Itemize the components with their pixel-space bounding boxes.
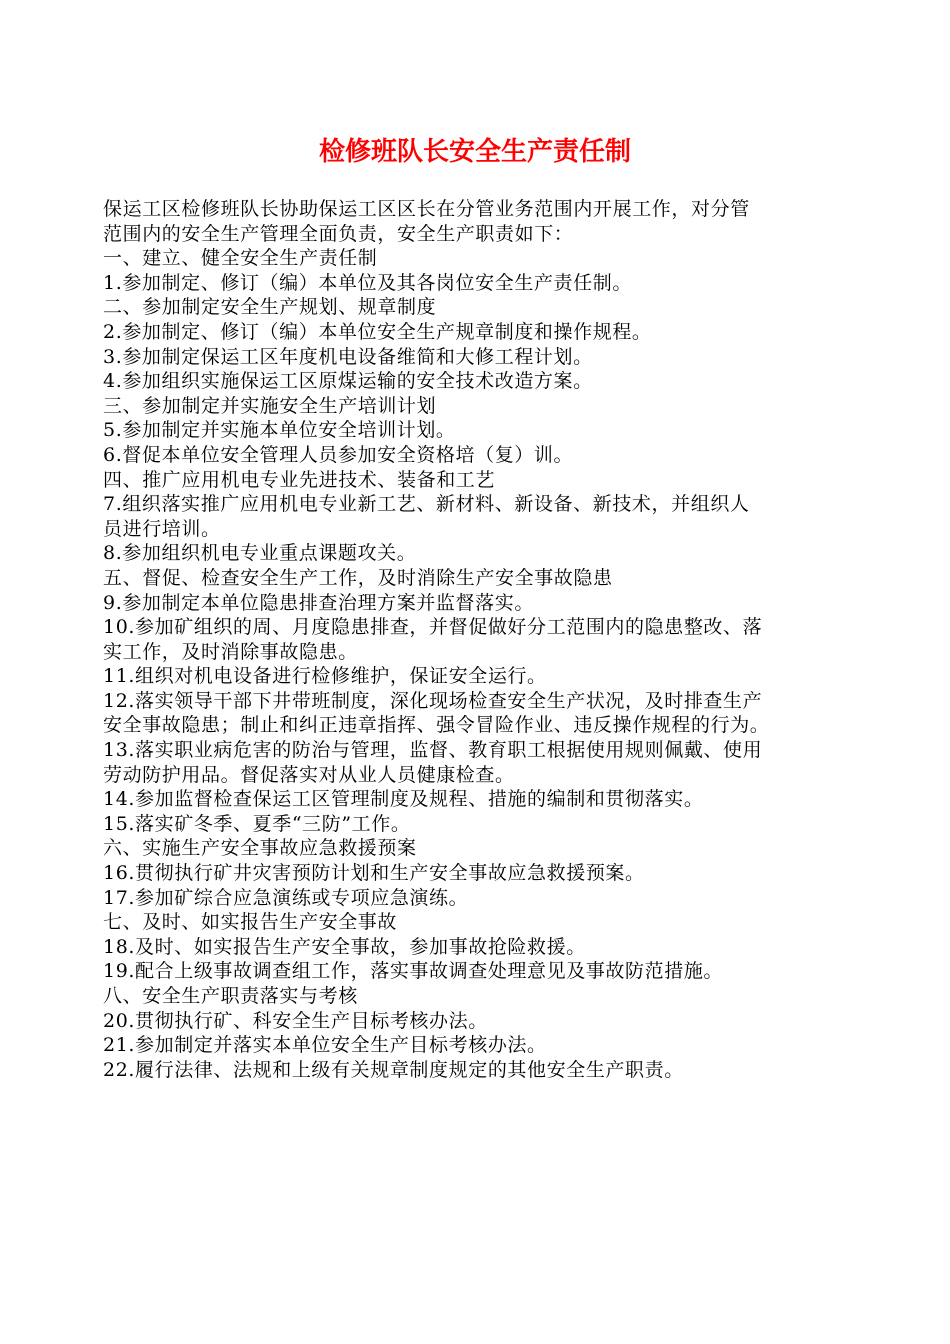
text-line: 16.贯彻执行矿井灾害预防计划和生产安全事故应急救援预案。 [103, 862, 645, 885]
text-line: 9.参加制定本单位隐患排查治理方案并监督落实。 [103, 591, 534, 614]
text-line: 19.配合上级事故调查组工作，落实事故调查处理意见及事故防范措施。 [103, 960, 724, 983]
text-line: 范围内的安全生产管理全面负责，安全生产职责如下： [103, 222, 574, 245]
text-line: 12.落实领导干部下井带班制度，深化现场检查安全生产状况，及时排查生产 [103, 689, 763, 712]
text-line: 17.参加矿综合应急演练或专项应急演练。 [103, 886, 469, 909]
text-line: 安全事故隐患；制止和纠正违章指挥、强令冒险作业、违反操作规程的行为。 [103, 714, 770, 737]
text-line: 10.参加矿组织的周、月度隐患排查，并督促做好分工范围内的隐患整改、落 [103, 616, 763, 639]
text-line: 1.参加制定、修订（编）本单位及其各岗位安全生产责任制。 [103, 271, 632, 294]
text-line: 三、参加制定并实施安全生产培训计划 [103, 394, 437, 417]
text-line: 七、及时、如实报告生产安全事故 [103, 911, 398, 934]
text-line: 15.落实矿冬季、夏季“三防”工作。 [103, 812, 411, 835]
text-line: 四、推广应用机电专业先进技术、装备和工艺 [103, 468, 496, 491]
text-line: 13.落实职业病危害的防治与管理，监督、教育职工根据使用规则佩戴、使用 [103, 739, 763, 762]
text-line: 18.及时、如实报告生产安全事故，参加事故抢险救援。 [103, 935, 586, 958]
text-line: 3.参加制定保运工区年度机电设备维简和大修工程计划。 [103, 345, 593, 368]
text-line: 14.参加监督检查保运工区管理制度及规程、措施的编制和贯彻落实。 [103, 788, 704, 811]
text-line: 8.参加组织机电专业重点课题攻关。 [103, 542, 417, 565]
document-title: 检修班队长安全生产责任制 [318, 137, 631, 167]
text-line: 保运工区检修班队长协助保运工区区长在分管业务范围内开展工作，对分管 [103, 198, 750, 220]
text-line: 二、参加制定安全生产规划、规章制度 [103, 296, 437, 319]
text-line: 八、安全生产职责落实与考核 [103, 985, 358, 1007]
text-line: 实工作，及时消除事故隐患。 [103, 640, 358, 663]
text-line: 6.督促本单位安全管理人员参加安全资格培（复）训。 [103, 443, 574, 466]
text-line: 4.参加组织实施保运工区原煤运输的安全技术改造方案。 [103, 370, 593, 393]
text-line: 劳动防护用品。督促落实对从业人员健康检查。 [103, 763, 515, 786]
text-line: 22.履行法律、法规和上级有关规章制度规定的其他安全生产职责。 [103, 1058, 684, 1081]
text-line: 员进行培训。 [103, 517, 221, 540]
text-line: 五、督促、检查安全生产工作，及时消除生产安全事故隐患 [103, 566, 613, 589]
text-line: 11.组织对机电设备进行检修维护，保证安全运行。 [103, 665, 547, 688]
document-body [103, 197, 855, 1082]
text-line: 一、建立、健全安全生产责任制 [103, 247, 378, 270]
text-line: 20.贯彻执行矿、科安全生产目标考核办法。 [103, 1009, 488, 1032]
text-line: 21.参加制定并落实本单位安全生产目标考核办法。 [103, 1034, 547, 1057]
text-line: 六、实施生产安全事故应急救援预案 [103, 837, 417, 860]
text-line: 5.参加制定并实施本单位安全培训计划。 [103, 419, 456, 442]
text-line: 2.参加制定、修订（编）本单位安全生产规章制度和操作规程。 [103, 320, 652, 343]
text-line: 7.组织落实推广应用机电专业新工艺、新材料、新设备、新技术，并组织人 [103, 493, 750, 516]
